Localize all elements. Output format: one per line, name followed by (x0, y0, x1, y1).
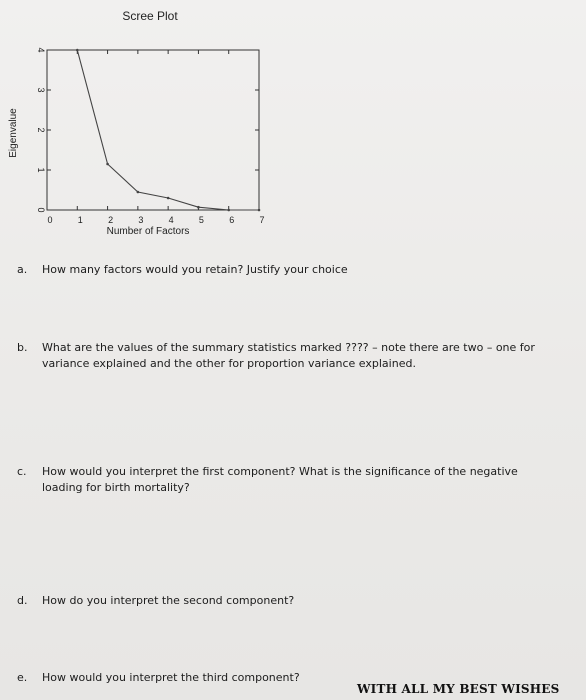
eigenvalue-point (258, 209, 261, 212)
question-letter: d. (17, 594, 28, 607)
eigenvalue-line (77, 50, 259, 210)
y-axis-ticks (36, 47, 259, 212)
question-text: How do you interpret the second component? (42, 594, 295, 607)
x-axis-label: Number of Factors (106, 226, 190, 237)
eigenvalue-point (137, 191, 140, 194)
question-text: How would you interpret the first component? What is the significance of the negative loading for birth mortality? (42, 465, 518, 494)
chart-title: Scree Plot (122, 9, 178, 23)
x-tick-label: 4 (168, 215, 174, 225)
question-letter: b. (17, 341, 28, 354)
y-tick-label: 2 (36, 127, 46, 133)
x-tick-label: 7 (259, 215, 265, 225)
eigenvalue-point (106, 163, 109, 166)
y-tick-label: 1 (36, 167, 46, 173)
x-tick-label: 3 (138, 215, 144, 225)
x-tick-label: 5 (198, 215, 204, 225)
y-tick-label: 4 (36, 47, 46, 53)
question-letter: a. (17, 263, 28, 276)
eigenvalue-point (76, 49, 79, 52)
question-text: How would you interpret the third component? (42, 671, 300, 684)
y-tick-label: 0 (36, 207, 46, 213)
series-layer (76, 49, 260, 212)
x-tick-label: 0 (47, 215, 53, 225)
y-axis-label: Eigenvalue (8, 108, 19, 158)
closing-note: WITH ALL MY BEST WISHES (357, 682, 560, 696)
scree-plot (0, 0, 586, 250)
eigenvalue-point (197, 206, 200, 209)
y-tick-label: 3 (36, 87, 46, 93)
question-text: How many factors would you retain? Justify your choice (42, 263, 348, 276)
eigenvalue-point (227, 209, 230, 212)
question-text: What are the values of the summary statistics marked ???? – note there are two – one for variance explained and the other for proportion variance explained. (42, 341, 535, 370)
eigenvalue-point (167, 197, 170, 200)
question-letter: e. (17, 671, 28, 684)
x-axis-ticks (47, 50, 265, 225)
x-tick-label: 2 (108, 215, 114, 225)
question-letter: c. (17, 465, 27, 478)
x-tick-label: 6 (229, 215, 235, 225)
x-tick-label: 1 (77, 215, 83, 225)
plot-frame (47, 50, 259, 210)
